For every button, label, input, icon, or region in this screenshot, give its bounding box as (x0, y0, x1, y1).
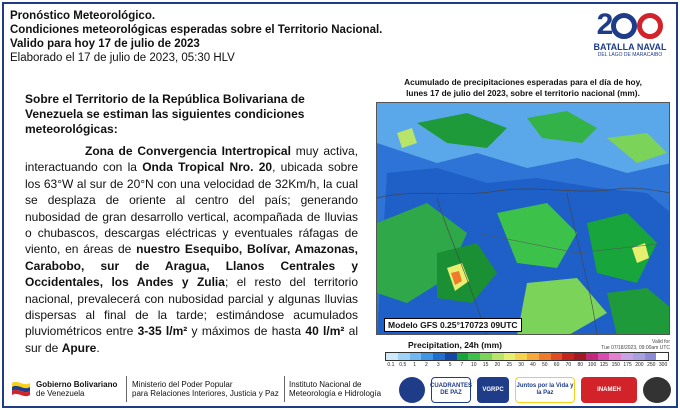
colorbar-tick-label: 10 (470, 362, 477, 368)
colorbar-tick-label: 175 (623, 362, 632, 368)
colorbar-tick-label: 100 (587, 362, 597, 368)
colorbar-segment (551, 353, 563, 360)
badge-icon (643, 377, 671, 403)
footer-divider (284, 376, 285, 402)
body-segment-7: 3-35 l/m² (137, 324, 188, 339)
colorbar-tick-label: 5 (448, 362, 452, 368)
body-segment-8: y máximos de hasta (187, 324, 306, 339)
colorbar-tick-label: 15 (482, 362, 489, 368)
colorbar-tick-label: 70 (565, 362, 572, 368)
colorbar-title: Precipitation, 24h (mm) (408, 340, 502, 350)
logo-ring-2 (637, 13, 663, 39)
header (10, 9, 570, 65)
colorbar-segment (492, 353, 504, 360)
header-subtitle: Condiciones meteorológicas esperadas sobre el Territorio Nacional. (10, 24, 383, 36)
precipitation-map (376, 102, 670, 335)
logo-number (590, 8, 670, 42)
institute-line1: Instituto Nacional de (289, 380, 362, 389)
colorbar-tick-label: 0.1 (387, 362, 395, 368)
colorbar-tick-label: 125 (599, 362, 609, 368)
body-segment-9: 40 l/m² (305, 324, 345, 339)
header-validity: Valido para hoy 17 de julio de 2023 (10, 38, 200, 50)
ministry-line2: para Relaciones Interiores, Justicia y Paz (132, 389, 279, 398)
footer (4, 370, 676, 406)
gobierno-line1 (36, 380, 117, 389)
colorbar-segment (457, 353, 469, 360)
colorbar-tick-label: 300 (658, 362, 668, 368)
body-segment-10: al sur de (25, 324, 358, 355)
colorbar-segment (562, 353, 574, 360)
colorbar-tick-label: 2 (425, 362, 428, 368)
header-issued: Elaborado el 17 de julio de 2023, 05:30 HLV (10, 52, 235, 64)
precipitation-colorbar (385, 352, 669, 361)
colorbar-segment (515, 353, 527, 360)
precipitation-map-image (377, 103, 670, 335)
forecast-paragraph (25, 143, 358, 356)
logo-ring-1 (611, 13, 637, 39)
colorbar-tick-label: 7 (460, 362, 464, 368)
colorbar-tick-label: 1 (413, 362, 416, 368)
gobierno-label (36, 380, 117, 398)
ministry-line1: Ministerio del Poder Popular (132, 380, 233, 389)
colorbar-segment (656, 353, 668, 360)
colorbar-tick-label: 60 (553, 362, 560, 368)
gobierno-line2: de Venezuela (36, 389, 85, 398)
institute-line2: Meteorología e Hidrología (289, 389, 382, 398)
colorbar-tick-label: 0.5 (399, 362, 407, 368)
colorbar-segment (574, 353, 586, 360)
body-segment-12: . (96, 340, 100, 355)
model-label: Modelo GFS 0.25°170723 09UTC (384, 318, 522, 332)
ministry-label (132, 380, 280, 398)
colorbar-tick-label: 250 (647, 362, 656, 368)
colorbar-tick-label: 25 (506, 362, 513, 368)
colorbar-segment (386, 353, 398, 360)
colorbar-segment (433, 353, 445, 360)
colorbar-segment (468, 353, 480, 360)
juntos-por-la-vida-logo: Juntos por la Vida y la Paz (515, 377, 575, 403)
body-segment-2: muy activa, interactuando con la (25, 144, 358, 175)
colorbar-tick-label: 3 (436, 362, 440, 368)
inameh-logo: INAMEH (581, 377, 637, 403)
logo-digit-2: 2 (596, 8, 612, 41)
colorbar-segment (609, 353, 621, 360)
logo-text-line1: BATALLA NAVAL (593, 42, 667, 52)
colorbar-segment (633, 353, 645, 360)
colorbar-ticks (385, 362, 669, 370)
cuadrantes-de-paz-logo: CUADRANTES DE PAZ (431, 377, 471, 403)
vgrpc-logo: VGRPC (477, 377, 509, 403)
body-segment-1: Zona de Convergencia Intertropical (85, 144, 291, 158)
gobierno-line1-text: Gobierno Bolivariano (36, 380, 118, 389)
colorbar-tick-label: 20 (494, 362, 501, 368)
colorbar-tick-label: 80 (577, 362, 584, 368)
colorbar-segment (480, 353, 492, 360)
battle-anniversary-logo (590, 8, 670, 74)
colorbar-tick-label: 40 (530, 362, 536, 368)
institute-label (289, 380, 399, 398)
map-title-line2: lunes 17 de julio del 2023, sobre el territorio nacional (mm). (406, 88, 640, 98)
partner-logos (399, 373, 675, 405)
colorbar-tick-label: 50 (541, 362, 548, 368)
colorbar-segment (410, 353, 422, 360)
colorbar-tick-label: 30 (518, 362, 524, 368)
logo-text-line2: DEL LAGO DE MARACAIBO (597, 52, 663, 58)
map-title (376, 77, 670, 99)
colorbar-segment (586, 353, 598, 360)
colorbar-segment (598, 353, 610, 360)
colorbar-segment (539, 353, 551, 360)
body-segment-3: Onda Tropical Nro. 20 (142, 160, 273, 175)
colorbar-segment (645, 353, 657, 360)
body-segment-6: ; el resto del territorio nacional, prevalecerá con nubosidad parcial y algunas lluvias dispersas al final de la tarde; estimándose acumulados pluviométricos entre (25, 275, 358, 339)
colorbar-segment (621, 353, 633, 360)
footer-divider (126, 376, 127, 402)
colorbar-tick-label: 150 (611, 362, 620, 368)
colorbar-tick-label: 200 (635, 362, 644, 368)
emblem-icon (399, 377, 425, 403)
colorbar-segment (398, 353, 410, 360)
valid-line1: Valid for (652, 339, 670, 345)
colorbar-segment (445, 353, 457, 360)
valid-line2: Tue 07/18/2023, 09:00am UTC (601, 345, 670, 351)
colorbar-valid-time (598, 339, 670, 351)
body-segment-4: , ubicada sobre los 63°W al sur de 20°N con una velocidad de 32Km/h, la cual se desplaza de oriente al centro del país; generando nubosidad de gran desarrollo vertical, acompañada de lluvias o chubascos, descargas eléctricas y eventuales ráfagas de viento, en áreas de (25, 160, 358, 257)
header-title: Pronóstico Meteorológico. (10, 10, 156, 22)
forecast-body (25, 143, 358, 356)
map-title-line1: Acumulado de precipitaciones esperadas para el día de hoy, (404, 77, 642, 87)
intro-text: Sobre el Territorio de la República Bolivariana de Venezuela se estiman las siguientes condiciones meteorológicas: (25, 92, 305, 136)
colorbar-segment (527, 353, 539, 360)
colorbar-segment (421, 353, 433, 360)
body-segment-5: nuestro Esequibo, Bolívar, Amazonas, Carabobo, sur de Aragua, Llanos Centrales y Occidentales, los Andes y Zulia (25, 242, 359, 290)
body-segment-11: Apure (61, 340, 97, 355)
venezuela-flag-icon (10, 379, 32, 399)
colorbar-segment (504, 353, 516, 360)
